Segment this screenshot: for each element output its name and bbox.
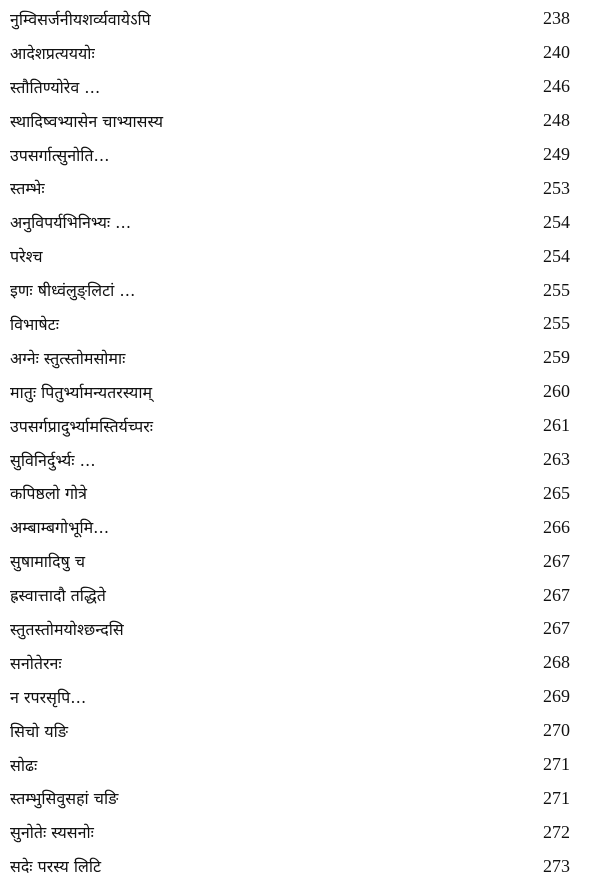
entry-title: परेश्च	[10, 247, 43, 267]
toc-entry	[10, 781, 570, 815]
entry-page-number: 268	[543, 652, 570, 673]
entry-page-number: 263	[543, 449, 570, 470]
toc-entry	[10, 341, 570, 375]
entry-page-number: 249	[543, 144, 570, 164]
entry-page-number: 267	[543, 550, 570, 571]
entry-page-number: 273	[543, 855, 570, 876]
toc-entry	[10, 307, 570, 341]
toc-entry	[10, 544, 570, 578]
toc-entry	[10, 443, 570, 477]
entry-page-number: 254	[543, 245, 570, 266]
toc-entry	[10, 2, 570, 36]
entry-page-number: 255	[543, 313, 570, 334]
entry-page-number: 255	[543, 279, 570, 300]
entry-title: इणः षीध्वंलुङ्लिटां …	[10, 281, 136, 301]
entry-page-number: 272	[543, 821, 570, 842]
entry-title: स्तौतिण्योरेव …	[10, 77, 101, 97]
entry-title: सुनोतेः स्यसनोः	[10, 823, 94, 843]
entry-page-number: 266	[543, 516, 570, 537]
entry-title: सदेः परस्य लिटि	[10, 857, 102, 877]
entry-page-number: 248	[543, 110, 570, 131]
entry-page-number: 246	[543, 76, 570, 97]
entry-title: न रपरसृपि…	[10, 687, 87, 707]
entry-title: स्तम्भेः	[10, 179, 45, 199]
entry-title: अनुविपर्यभिनिभ्यः …	[10, 213, 132, 233]
toc-entry	[10, 104, 570, 138]
entry-title: विभाषेटः	[10, 314, 59, 334]
entry-title: सुविनिर्दुर्भ्यः …	[10, 450, 96, 470]
entry-page-number: 269	[543, 686, 570, 707]
toc-entry	[10, 578, 570, 612]
toc-entry	[10, 70, 570, 104]
entry-page-number: 260	[543, 381, 570, 402]
entry-title: उपसर्गप्रादुर्भ्यामस्तिर्यच्परः	[10, 416, 154, 436]
toc-entry	[10, 612, 570, 646]
entry-title: मातुः पितुर्भ्यामन्यतरस्याम्	[10, 382, 153, 402]
entry-page-number: 261	[543, 415, 570, 436]
entry-title: अम्बाम्बगोभूमि…	[10, 518, 110, 538]
toc-entry	[10, 273, 570, 307]
entry-page-number: 271	[543, 754, 570, 775]
entry-page-number: 265	[543, 482, 570, 503]
entry-title: स्तम्भुसिवुसहां चङि	[10, 789, 119, 809]
toc-entry	[10, 646, 570, 680]
toc-entry	[10, 171, 570, 205]
entry-title: सनोतेरनः	[10, 653, 62, 673]
entry-page-number: 267	[543, 618, 570, 639]
entry-title: आदेशप्रत्यययोः	[10, 43, 95, 63]
entry-page-number: 254	[543, 211, 570, 232]
entry-title: अग्नेः स्तुत्स्तोमसोमाः	[10, 348, 126, 368]
entry-title: उपसर्गात्सुनोति…	[10, 145, 110, 165]
toc-entry	[10, 680, 570, 714]
entry-page-number: 240	[543, 42, 570, 63]
entry-title: कपिष्ठलो गोत्रे	[10, 484, 88, 504]
toc-entry	[10, 409, 570, 443]
toc-entry	[10, 714, 570, 748]
toc-entry	[10, 205, 570, 239]
toc-entry	[10, 748, 570, 782]
entry-page-number: 238	[543, 8, 570, 29]
entry-page-number: 267	[543, 584, 570, 605]
entry-title: सोढः	[10, 755, 38, 775]
entry-title: ह्रस्वात्तादौ तद्धिते	[10, 586, 106, 606]
entry-page-number: 253	[543, 177, 570, 198]
toc-entry	[10, 375, 570, 409]
toc-entry	[10, 815, 570, 849]
entry-page-number: 271	[543, 787, 570, 808]
entry-title: सिचो यङि	[10, 721, 68, 741]
entry-title: स्तुतस्तोमयोश्छन्दसि	[10, 619, 124, 639]
toc-entry	[10, 239, 570, 273]
toc-entry	[10, 138, 570, 172]
table-of-contents	[10, 2, 570, 883]
entry-title: नुम्विसर्जनीयशर्व्यवायेऽपि	[10, 9, 151, 29]
toc-entry	[10, 476, 570, 510]
toc-entry	[10, 510, 570, 544]
toc-entry	[10, 36, 570, 70]
entry-page-number: 259	[543, 347, 570, 368]
entry-title: सुषामादिषु च	[10, 552, 86, 572]
entry-page-number: 270	[543, 720, 570, 741]
entry-title: स्थादिष्वभ्यासेन चाभ्यासस्य	[10, 111, 164, 131]
